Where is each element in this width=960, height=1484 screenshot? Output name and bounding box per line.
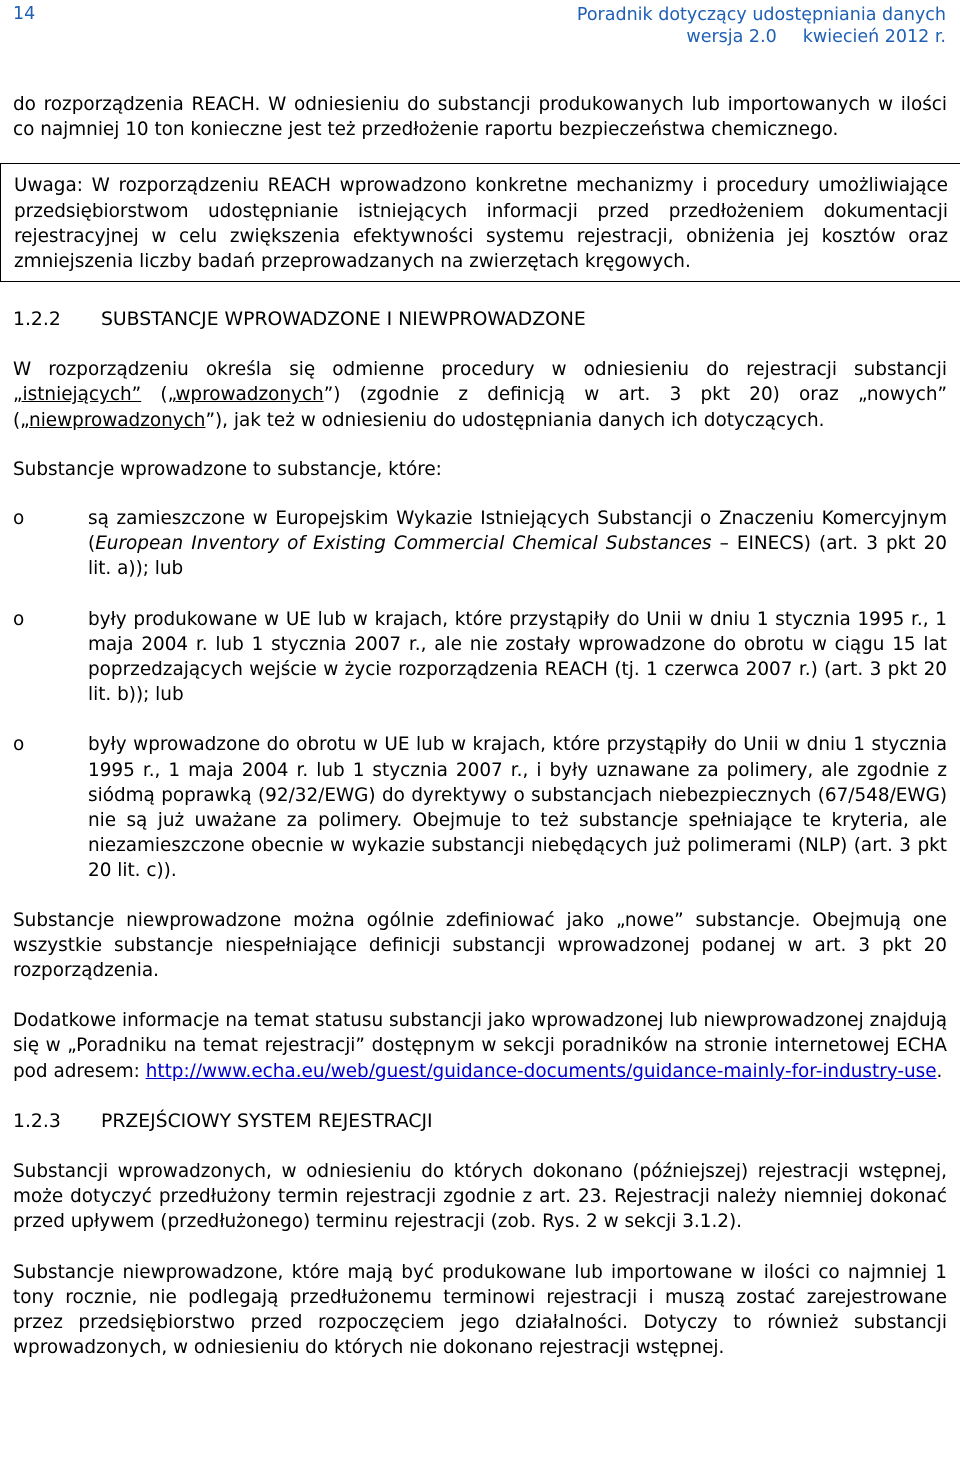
paragraph-procedures <box>13 357 947 433</box>
text-run: Dodatkowe informacje na temat statusu substancji jako wprowadzonej lub niewprowadzonej znajdują się w „Poradniku na temat rejestracji” dostępnym w sekcji poradników na stronie internetowej ECHA pod adresem: <box>13 1010 947 1082</box>
list-item <box>13 732 947 883</box>
note-box <box>0 163 960 282</box>
bullet-marker: o <box>13 608 25 630</box>
bullet-marker: o <box>13 734 25 756</box>
section-heading-1-2-2 <box>13 307 947 332</box>
text-run: („ <box>141 384 176 406</box>
list-item <box>13 607 947 708</box>
paragraph-transitional: Substancji wprowadzonych, w odniesieniu do których dokonano (późniejszej) rejestracji wstępnej, może dotyczyć przedłużony termin rejestracji zgodnie z art. 23. Rejestracji należy niemniej dokonać przed upływem (przedłużonego) terminu rejestracji (zob. Rys. 2 w sekcji 3.1.2). <box>13 1160 947 1233</box>
underlined-term-phase-in: wprowadzonych <box>175 384 324 406</box>
text-run: . <box>936 1060 943 1082</box>
underlined-term-non-phase-in: niewprowadzonych <box>29 409 206 431</box>
text-run: ”) (zgodnie z definicją w art. 3 pkt 20) oraz „nowych” („ <box>13 384 948 431</box>
page-body <box>13 92 947 1360</box>
section-number: 1.2.2 <box>13 309 61 331</box>
text-run: W rozporządzeniu określa się odmienne procedury w odniesieniu do rejestracji substancji <box>13 359 947 381</box>
paragraph-more-info <box>13 1008 947 1084</box>
text-run: są zamieszczone w Europejskim Wykazie Istniejących Substancji o Znaczeniu Komercyjnym ( <box>88 508 947 555</box>
criteria-list <box>13 506 947 884</box>
paragraph-intro-list: Substancje wprowadzone to substancje, które: <box>13 458 442 480</box>
paragraph-continuation: do rozporządzenia REACH. W odniesieniu do substancji produkowanych lub importowanych w ilości co najmniej 10 ton konieczne jest też przedłożenie raportu bezpieczeństwa chemicznego. <box>13 94 947 141</box>
document-version: wersja 2.0 <box>686 27 777 47</box>
paragraph-non-phase-in-registration: Substancje niewprowadzone, które mają być produkowane lub importowane w ilości co najmniej 1 tony rocznie, nie podlegają przedłużonemu terminowi rejestracji i muszą zostać zarejestrowane przez przedsiębiorstwo przed rozpoczęciem jego działalności. Dotyczy to również substancji wprowadzonych, w odniesieniu do których nie dokonano rejestracji wstępnej. <box>13 1261 947 1359</box>
underlined-term-existing: „istniejących” <box>13 384 142 406</box>
italic-term: European Inventory of Existing Commercial Chemical Substances <box>95 533 712 555</box>
section-title: SUBSTANCJE WPROWADZONE I NIEWPROWADZONE <box>101 309 586 331</box>
section-title: PRZEJŚCIOWY SYSTEM REJESTRACJI <box>101 1110 433 1132</box>
echa-guidance-link[interactable]: http://www.echa.eu/web/guest/guidance-documents/guidance-mainly-for-industry-use <box>145 1060 937 1082</box>
note-text: Uwaga: W rozporządzeniu REACH wprowadzono konkretne mechanizmy i procedury umożliwiające przedsiębiorstwom udostępnianie istniejących informacji przed przedłożeniem dokumentacji rejestracyjnej w celu zwiększenia efektywności systemu rejestracji, obniżenia jej kosztów oraz zmniejszenia liczby badań przeprowadzanych na zwierzętach kręgowych. <box>14 175 948 273</box>
page-number: 14 <box>13 4 36 24</box>
list-item-text: były wprowadzone do obrotu w UE lub w krajach, które przystąpiły do Unii w dniu 1 stycznia 1995 r., 1 maja 2004 r. lub 1 stycznia 2007 r., i były uznawane za polimery, ale zgodnie z siódmą poprawką (92/32/EWG) do dyrektywy o substancjach niebezpiecznych (67/548/EWG) nie są już uważane za polimery. Obejmuje to też substancje spełniające te kryteria, ale niezamieszczone obecnie w wykazie substancji niebędących już polimerami (NLP) (art. 3 pkt 20 lit. c)). <box>88 734 947 882</box>
bullet-marker: o <box>13 508 25 530</box>
list-item-text: były produkowane w UE lub w krajach, które przystąpiły do Unii w dniu 1 stycznia 1995 r., 1 maja 2004 r. lub 1 stycznia 2007 r., ale nie zostały wprowadzone do obrotu w ciągu 15 lat poprzedzających wejście w życie rozporządzenia REACH (tj. 1 czerwca 2007 r.) (art. 3 pkt 20 lit. b)); lub <box>88 608 947 706</box>
list-item <box>13 506 947 582</box>
section-number: 1.2.3 <box>13 1110 61 1132</box>
running-header <box>577 4 946 48</box>
paragraph-non-phase-in: Substancje niewprowadzone można ogólnie zdefiniować jako „nowe” substancje. Obejmują one wszystkie substancje niespełniające definicji substancji wprowadzonej podanej w art. 3 pkt 20 rozporządzenia. <box>13 909 947 982</box>
text-run: ”), jak też w odniesieniu do udostępniania danych ich dotyczących. <box>205 409 825 431</box>
text-run: – EINECS) (art. 3 pkt 20 lit. a)); lub <box>88 533 947 580</box>
document-date: kwiecień 2012 r. <box>802 27 946 47</box>
document-title: Poradnik dotyczący udostępniania danych <box>576 5 946 25</box>
section-heading-1-2-3 <box>13 1109 947 1134</box>
